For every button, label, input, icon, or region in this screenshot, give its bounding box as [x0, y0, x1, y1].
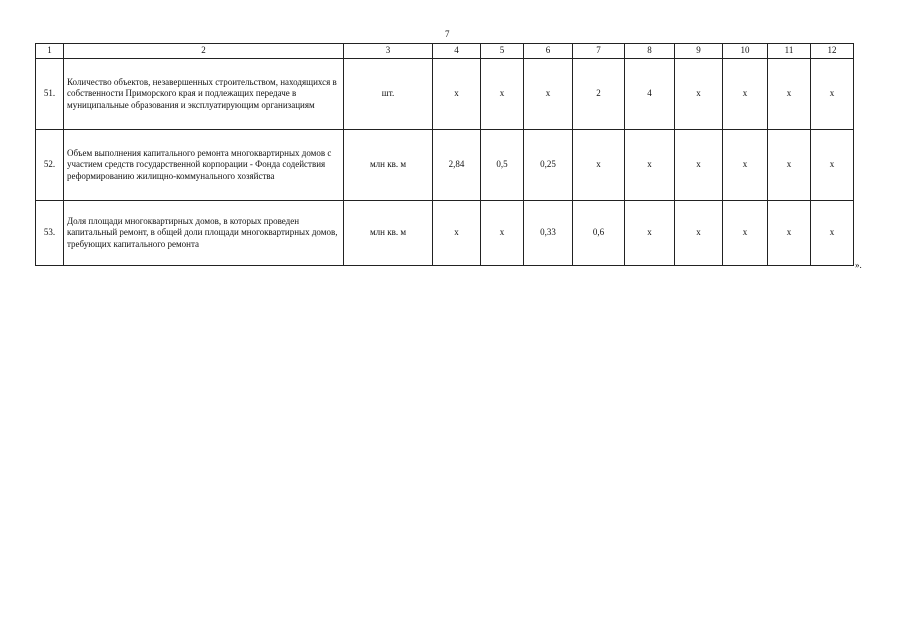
row-number: 53. — [36, 201, 64, 266]
value-cell: х — [481, 59, 524, 130]
indicator-name: Доля площади многоквартирных домов, в которых проведен капитальный ремонт, в общей доли площади многоквартирных домов, требующих капитального ремонта — [64, 201, 344, 266]
indicator-name: Количество объектов, незавершенных строительством, находящихся в собственности Приморского края и подлежащих передаче в муниципальные образования и эксплуатирующим организациям — [64, 59, 344, 130]
value-cell: х — [625, 201, 675, 266]
table-row — [36, 130, 854, 201]
value-cell: х — [768, 201, 811, 266]
value-cell: х — [768, 130, 811, 201]
value-cell: х — [573, 130, 625, 201]
unit-cell: млн кв. м — [344, 201, 433, 266]
value-cell: х — [768, 59, 811, 130]
value-cell: 2 — [573, 59, 625, 130]
value-cell: 0,33 — [524, 201, 573, 266]
row-number: 51. — [36, 59, 64, 130]
row-number: 52. — [36, 130, 64, 201]
value-cell: х — [625, 130, 675, 201]
table-row — [36, 201, 854, 266]
value-cell: х — [811, 59, 854, 130]
value-cell: х — [723, 201, 768, 266]
value-cell: х — [433, 201, 481, 266]
indicators-table — [35, 43, 854, 266]
column-header: 7 — [573, 44, 625, 59]
value-cell: х — [675, 59, 723, 130]
value-cell: 0,5 — [481, 130, 524, 201]
value-cell: 4 — [625, 59, 675, 130]
column-header: 4 — [433, 44, 481, 59]
indicator-name: Объем выполнения капитального ремонта многоквартирных домов с участием средств государственной корпорации - Фонда содействия реформированию жилищно-коммунального хозяйства — [64, 130, 344, 201]
value-cell: х — [675, 130, 723, 201]
value-cell: х — [481, 201, 524, 266]
value-cell: 0,25 — [524, 130, 573, 201]
value-cell: х — [433, 59, 481, 130]
value-cell: х — [524, 59, 573, 130]
column-header: 5 — [481, 44, 524, 59]
column-header: 10 — [723, 44, 768, 59]
value-cell: х — [723, 130, 768, 201]
unit-cell: шт. — [344, 59, 433, 130]
column-header: 8 — [625, 44, 675, 59]
column-number-row — [36, 44, 854, 59]
unit-cell: млн кв. м — [344, 130, 433, 201]
column-header: 9 — [675, 44, 723, 59]
value-cell: 2,84 — [433, 130, 481, 201]
column-header: 6 — [524, 44, 573, 59]
column-header: 11 — [768, 44, 811, 59]
table-row — [36, 59, 854, 130]
value-cell: 0,6 — [573, 201, 625, 266]
column-header: 12 — [811, 44, 854, 59]
column-header: 2 — [64, 44, 344, 59]
closing-quote-mark: ». — [855, 260, 862, 270]
value-cell: х — [723, 59, 768, 130]
page-number: 7 — [445, 29, 450, 39]
value-cell: х — [811, 130, 854, 201]
column-header: 3 — [344, 44, 433, 59]
value-cell: х — [675, 201, 723, 266]
value-cell: х — [811, 201, 854, 266]
column-header: 1 — [36, 44, 64, 59]
